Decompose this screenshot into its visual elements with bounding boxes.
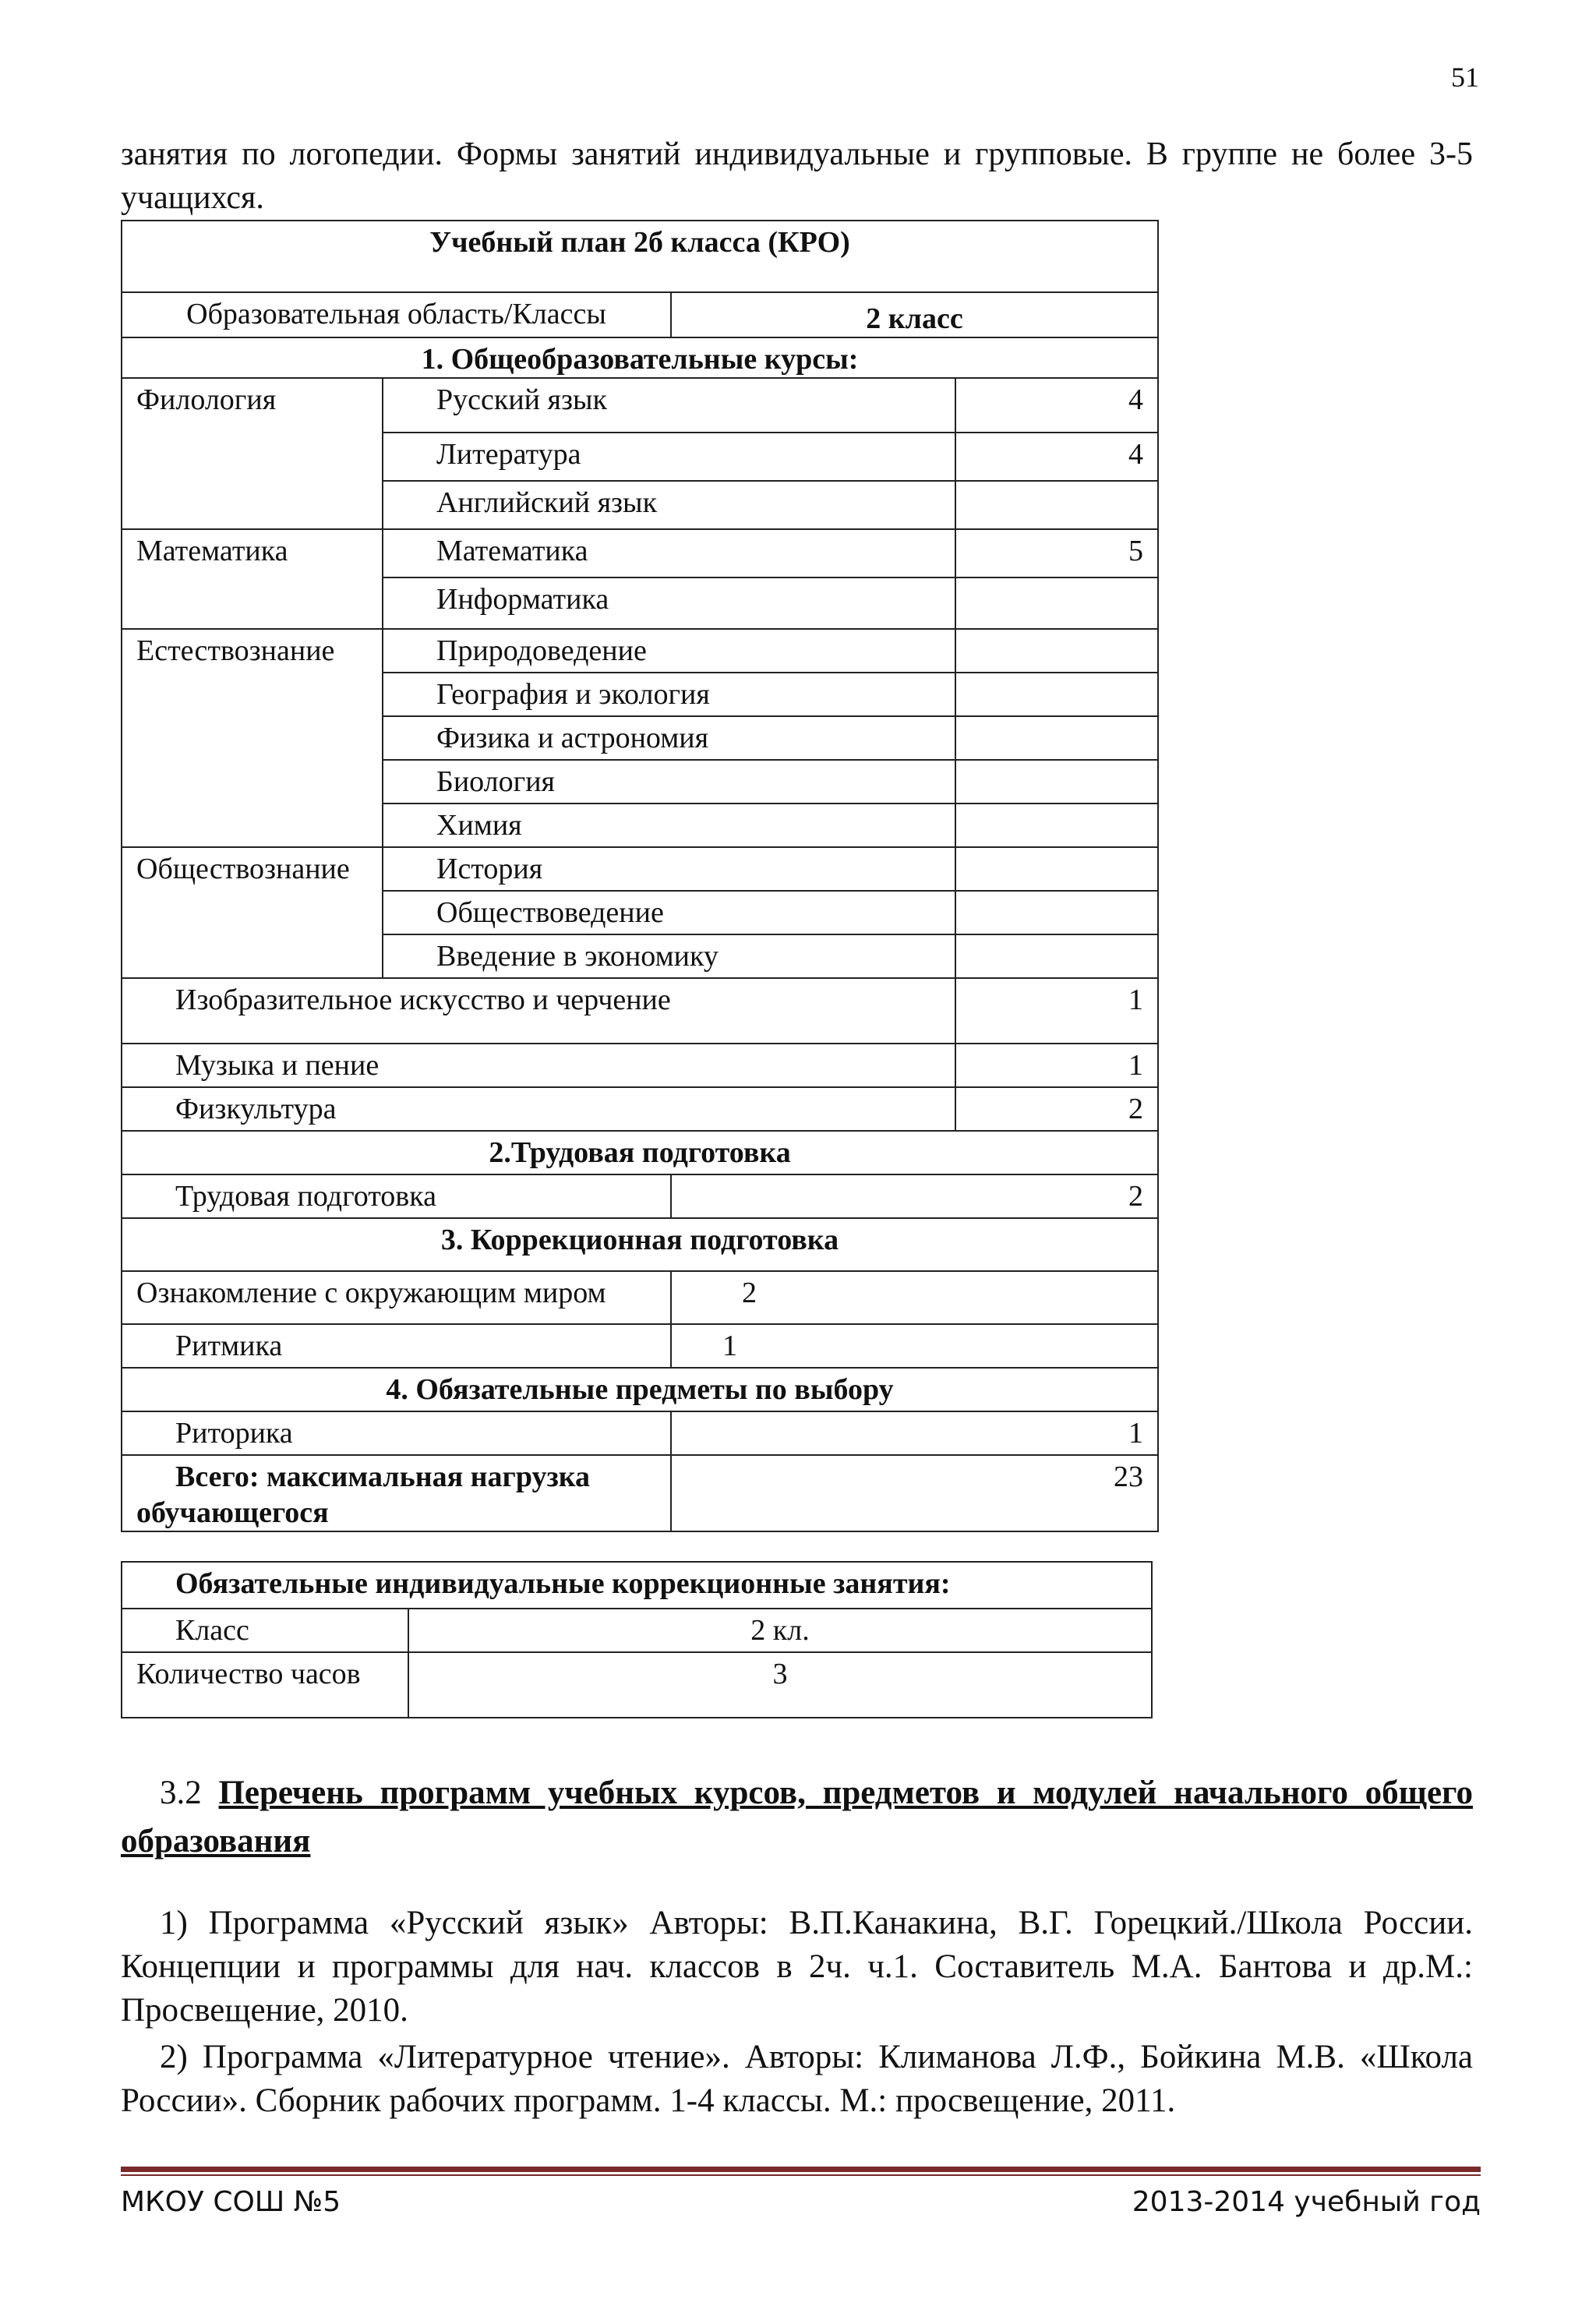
- individual-title: Обязательные индивидуальные коррекционные занятия:: [122, 1562, 1152, 1609]
- subject-hours: 1: [671, 1324, 1158, 1368]
- subject-name: Математика: [383, 529, 955, 577]
- section-correction-training: 3. Коррекционная подготовка: [122, 1218, 1158, 1271]
- hours-label: Количество часов: [122, 1652, 408, 1718]
- subject-name: Литература: [383, 433, 955, 481]
- subject-hours: 4: [955, 378, 1158, 433]
- footer-year: 2013-2014 учебный год: [1132, 2186, 1481, 2218]
- subject-hours: 1: [955, 1044, 1158, 1087]
- header-area: Образовательная область/Классы: [122, 292, 671, 337]
- program-item: 1) Программа «Русский язык» Авторы: В.П.Канакина, В.Г. Горецкий./Школа России. Концепции и программы для нач. классов в 2ч. ч.1. Составитель М.А. Бантова и др.М.: Просвещение, 2010.: [121, 1905, 1473, 2029]
- class-value: 2 кл.: [408, 1609, 1152, 1652]
- area-philology: Филология: [122, 378, 383, 529]
- subject-name: География и экология: [383, 673, 955, 716]
- subject-hours: 1: [671, 1411, 1158, 1455]
- section-title: Перечень программ учебных курсов, предметов и модулей начального общего образования: [121, 1775, 1473, 1860]
- curriculum-table: [121, 220, 1159, 1532]
- subject-name: Химия: [383, 804, 955, 847]
- section-electives: 4. Обязательные предметы по выбору: [122, 1368, 1158, 1411]
- subject-name: Русский язык: [383, 378, 955, 433]
- subject-name: Ритмика: [122, 1324, 671, 1368]
- subject-hours: 2: [671, 1174, 1158, 1218]
- total-value: 23: [671, 1455, 1158, 1531]
- subject-hours: [955, 481, 1158, 529]
- subject-hours: [955, 716, 1158, 760]
- hours-value: 3: [408, 1652, 1152, 1718]
- subject-name: Музыка и пение: [122, 1044, 955, 1087]
- intro-paragraph: занятия по логопедии. Формы занятий индивидуальные и групповые. В группе не более 3-5 учащихся.: [121, 136, 1473, 216]
- subject-name: Биология: [383, 760, 955, 804]
- subject-name: Обществоведение: [383, 891, 955, 934]
- header-class: 2 класс: [671, 292, 1158, 337]
- section-number: 3.2: [160, 1775, 202, 1811]
- subject-name: Физкультура: [122, 1087, 955, 1131]
- area-social-science: Обществознание: [122, 847, 383, 978]
- subject-hours: [955, 934, 1158, 978]
- total-label: Всего: максимальная нагрузка обучающегося: [122, 1455, 671, 1531]
- subject-hours: [955, 577, 1158, 629]
- subject-hours: [955, 891, 1158, 934]
- individual-lessons-table: [121, 1561, 1153, 1718]
- section-general-courses: 1. Общеобразовательные курсы:: [122, 337, 1158, 378]
- subject-hours: 1: [955, 978, 1158, 1044]
- subject-hours: [955, 629, 1158, 673]
- program-item: 2) Программа «Литературное чтение». Авторы: Климанова Л.Ф., Бойкина М.В. «Школа России». Сборник рабочих программ. 1-4 классы. М.: просвещение, 2011.: [121, 2039, 1473, 2119]
- subject-hours: [955, 760, 1158, 804]
- section-heading: [121, 1769, 1473, 1866]
- subject-name: Информатика: [383, 577, 955, 629]
- curriculum-title: Учебный план 2б класса (КРО): [122, 221, 1158, 292]
- subject-hours: 4: [955, 433, 1158, 481]
- footer-school: МКОУ СОШ №5: [121, 2186, 341, 2218]
- footer-rule: [121, 2167, 1481, 2172]
- subject-name: История: [383, 847, 955, 891]
- subject-name: Физика и астрономия: [383, 716, 955, 760]
- subject-hours: [955, 847, 1158, 891]
- area-natural-science: Естествознание: [122, 629, 383, 847]
- subject-name: Введение в экономику: [383, 934, 955, 978]
- subject-name: Природоведение: [383, 629, 955, 673]
- subject-hours: 2: [955, 1087, 1158, 1131]
- page-number: 51: [1451, 62, 1479, 93]
- subject-hours: 2: [671, 1271, 1158, 1324]
- subject-name: Трудовая подготовка: [122, 1174, 671, 1218]
- subject-name: Риторика: [122, 1411, 671, 1455]
- subject-name: Английский язык: [383, 481, 955, 529]
- section-labor-training: 2.Трудовая подготовка: [122, 1131, 1158, 1174]
- subject-hours: 5: [955, 529, 1158, 577]
- footer-rule-thin: [121, 2174, 1481, 2176]
- class-label: Класс: [122, 1609, 408, 1652]
- subject-hours: [955, 804, 1158, 847]
- subject-name: Ознакомление с окружающим миром: [122, 1271, 671, 1324]
- area-mathematics: Математика: [122, 529, 383, 629]
- subject-hours: [955, 673, 1158, 716]
- subject-name: Изобразительное искусство и черчение: [122, 978, 955, 1044]
